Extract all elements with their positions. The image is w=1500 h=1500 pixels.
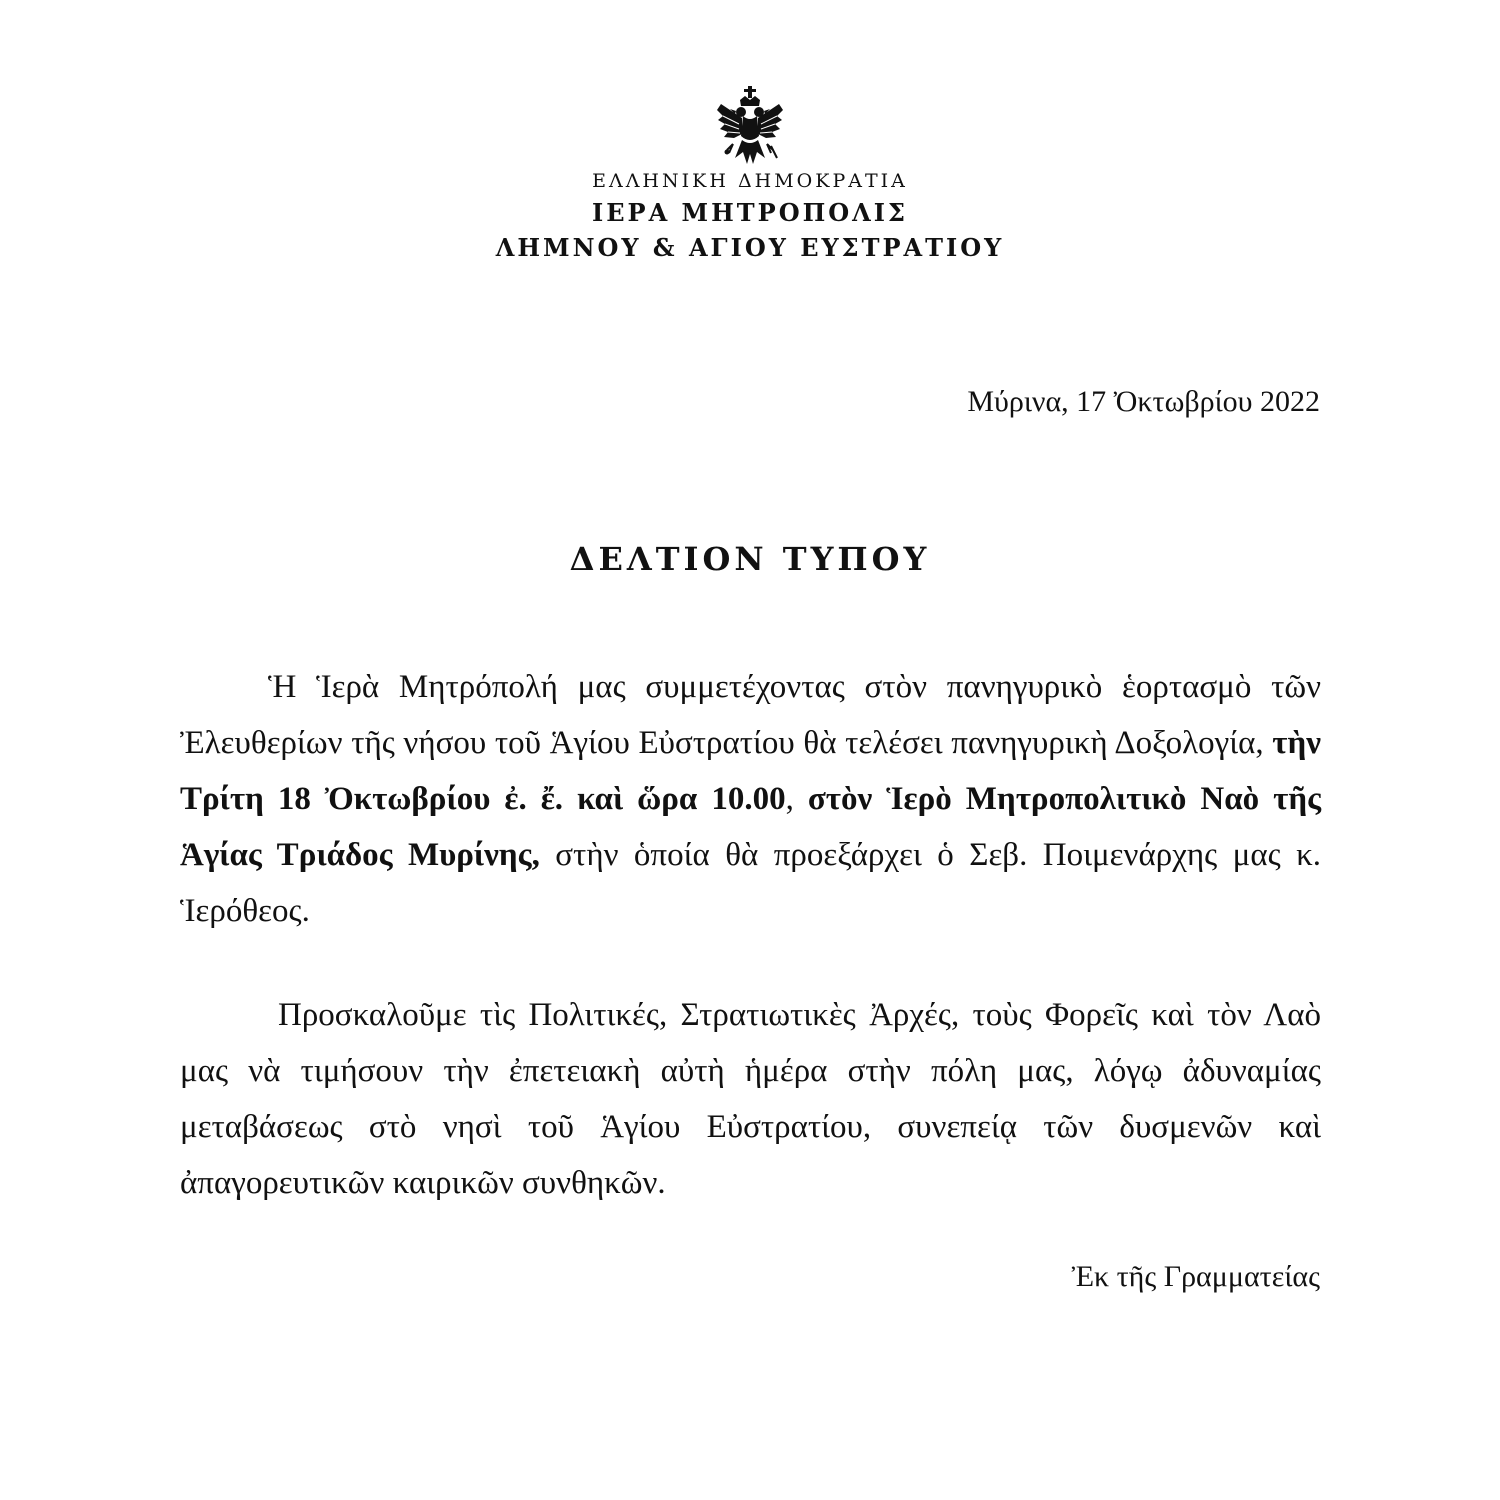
date-line: Μύρινα, 17 Ὀκτωβρίου 2022: [967, 385, 1320, 418]
paragraph-2: Προσκαλοῦμε τὶς Πολιτικές, Στρατιωτικὲς Ἀρχές, τοὺς Φορεῖς καὶ τὸν Λαὸ μας νὰ τιμήσουν τὴν ἐπετειακὴ αὐτὴ ἡμέρα στὴν πόλη μας, λόγῳ ἀδυναμίας μεταβάσεως στὸ νησὶ τοῦ Ἁγίου Εὐστρατίου, συνεπείᾳ τῶν δυσμενῶν καὶ ἀπαγορευτικῶν καιρικῶν συνθηκῶν.: [180, 997, 1321, 1201]
header-region: ΛΗΜΝΟΥ & ΑΓΙΟΥ ΕΥΣΤΡΑΤΙΟΥ: [495, 233, 1005, 262]
signature: Ἐκ τῆς Γραμματείας: [1071, 1260, 1320, 1293]
paragraph-1-text-e: στὴν ὁποία θὰ προεξάρχει ὁ Σεβ. Ποιμενάρχης μας κ. Ἱερόθεος.: [180, 837, 1322, 929]
document-title: ΔΕΛΤΙΟΝ ΤΥΠΟΥ: [569, 540, 931, 578]
header-metropolis: ΙΕΡΑ ΜΗΤΡΟΠΟΛΙΣ: [592, 198, 908, 227]
paragraph-1-text-c: ,: [785, 781, 808, 817]
paragraph-1: [180, 659, 1321, 939]
paragraph-1-text-a: Ἡ Ἱερὰ Μητρόπολή μας συμμετέχοντας στὸν πανηγυρικὸ ἑορτασμὸ τῶν Ἐλευθερίων τῆς νήσου τοῦ Ἁγίου Εὐστρατίου θὰ τελέσει πανηγυρικὴ Δοξολογία,: [180, 669, 1321, 761]
double-headed-eagle-icon: [715, 86, 785, 172]
paragraph-1-bold-date: τὴν Τρίτη 18 Ὀκτωβρίου ἐ. ἔ. καὶ ὥρα 10.00: [180, 725, 1321, 817]
paragraph-1-bold-location: στὸν Ἱερὸ Μητροπολιτικὸ Ναὸ τῆς Ἁγίας Τριάδος Μυρίνης,: [180, 781, 1321, 873]
header-country: ΕΛΛΗΝΙΚΗ ΔΗΜΟΚΡΑΤΙΑ: [592, 170, 908, 192]
